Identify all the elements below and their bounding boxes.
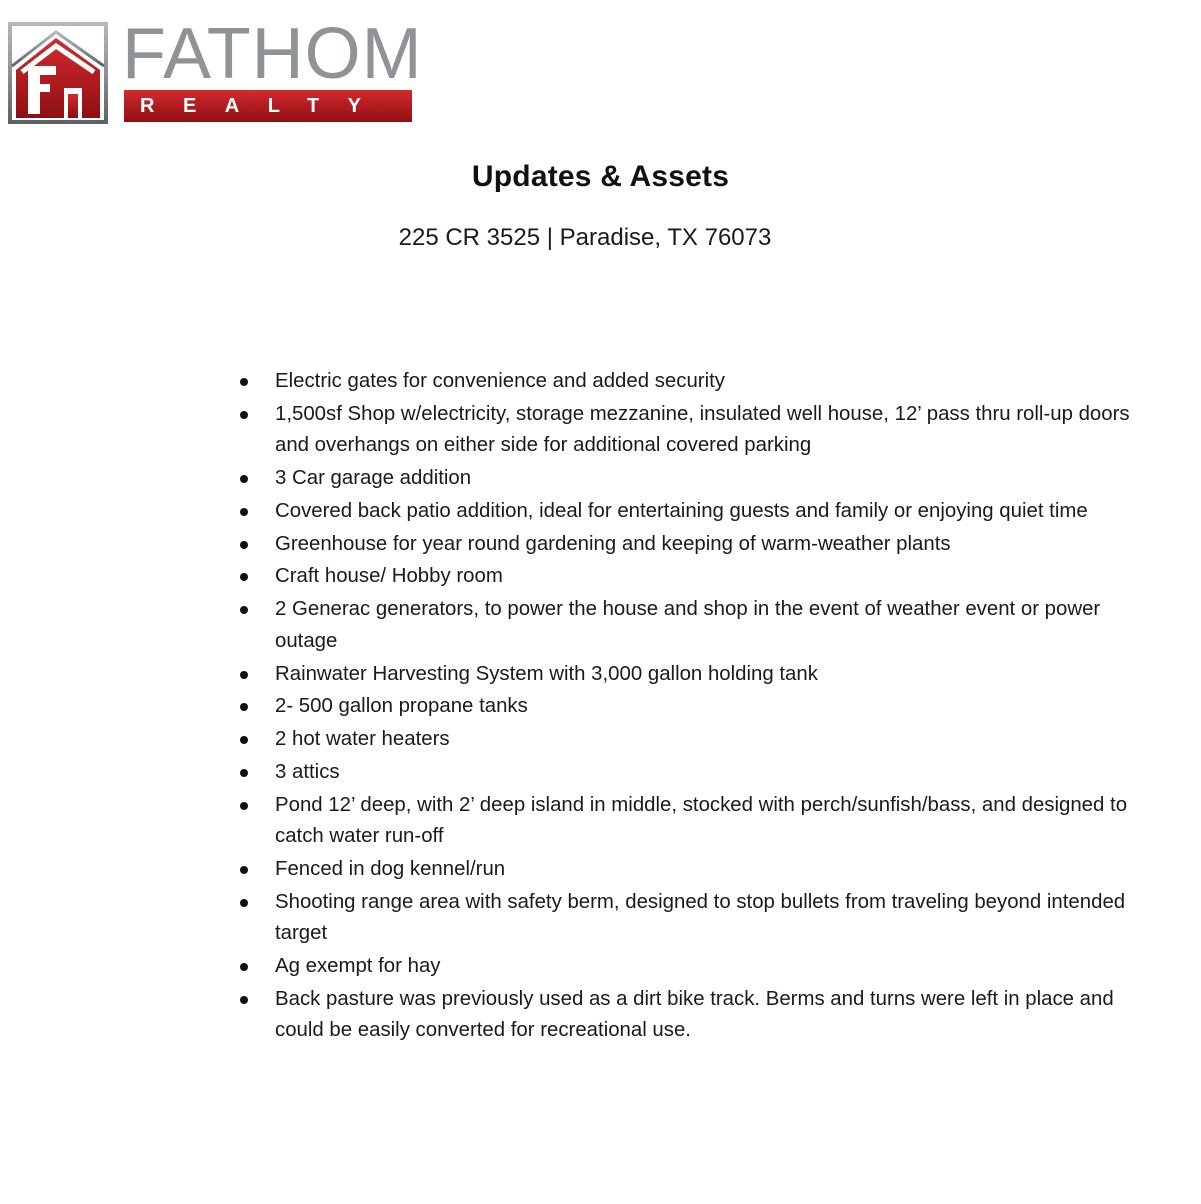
list-item-text: Shooting range area with safety berm, designed to stop bullets from traveling beyond intended target (275, 890, 1126, 945)
bullet-icon (240, 606, 248, 614)
list-item-text: Covered back patio addition, ideal for entertaining guests and family or enjoying quiet time (275, 499, 1088, 522)
list-item-text: Fenced in dog kennel/run (275, 858, 506, 881)
list-item-text: 2- 500 gallon propane tanks (275, 695, 528, 718)
list-item (236, 757, 1136, 789)
list-item (236, 854, 1136, 886)
list-item-text: Rainwater Harvesting System with 3,000 gallon holding tank (275, 662, 818, 685)
property-address: 225 CR 3525 | Paradise, TX 76073 (398, 224, 772, 251)
list-item-text: Ag exempt for hay (275, 955, 441, 978)
list-item (236, 984, 1136, 1047)
bullet-icon (240, 996, 248, 1004)
bullet-icon (240, 671, 248, 679)
list-item (236, 366, 1136, 398)
bullet-icon (240, 866, 248, 874)
fathom-realty-logo (8, 14, 423, 126)
list-item (236, 561, 1136, 593)
bullet-icon (240, 899, 248, 907)
bullet-icon (240, 573, 248, 581)
list-item-text: Back pasture was previously used as a dirt bike track. Berms and turns were left in place and could be easily converted for recreational use. (275, 987, 1114, 1042)
features-list (236, 366, 1136, 1048)
list-item (236, 887, 1136, 950)
document-title: Updates & Assets (471, 160, 730, 193)
bullet-icon (240, 703, 248, 711)
bullet-icon (240, 769, 248, 777)
list-item (236, 691, 1136, 723)
brand-tagline: REALTY (140, 95, 390, 117)
list-item (236, 724, 1136, 756)
list-item-text: Greenhouse for year round gardening and keeping of warm-weather plants (275, 532, 951, 555)
bullet-icon (240, 963, 248, 971)
bullet-icon (240, 508, 248, 516)
bullet-icon (240, 802, 248, 810)
list-item (236, 951, 1136, 983)
bullet-icon (240, 541, 248, 549)
list-item-text: Electric gates for convenience and added security (275, 370, 725, 392)
list-item (236, 463, 1136, 495)
list-item (236, 594, 1136, 657)
list-item-text: Pond 12’ deep, with 2’ deep island in middle, stocked with perch/sunfish/bass, and designed to catch water run-off (275, 793, 1128, 848)
list-item-text: 1,500sf Shop w/electricity, storage mezzanine, insulated well house, 12’ pass thru roll-up doors and overhangs on either side for additional covered parking (275, 402, 1130, 457)
list-item (236, 790, 1136, 853)
bullet-icon (240, 411, 248, 419)
list-item-text: Craft house/ Hobby room (275, 565, 503, 588)
list-item-text: 2 Generac generators, to power the house and shop in the event of weather event or power outage (275, 598, 1101, 652)
list-item (236, 399, 1136, 462)
bullet-icon (240, 378, 248, 386)
list-item-text: 3 attics (275, 760, 340, 783)
list-item-text: 3 Car garage addition (275, 467, 472, 490)
brand-wordmark: FATHOM (122, 14, 423, 94)
list-item-text: 2 hot water heaters (275, 728, 450, 751)
list-item (236, 529, 1136, 561)
list-item (236, 659, 1136, 691)
list-item (236, 496, 1136, 528)
bullet-icon (240, 736, 248, 744)
bullet-icon (240, 475, 248, 483)
